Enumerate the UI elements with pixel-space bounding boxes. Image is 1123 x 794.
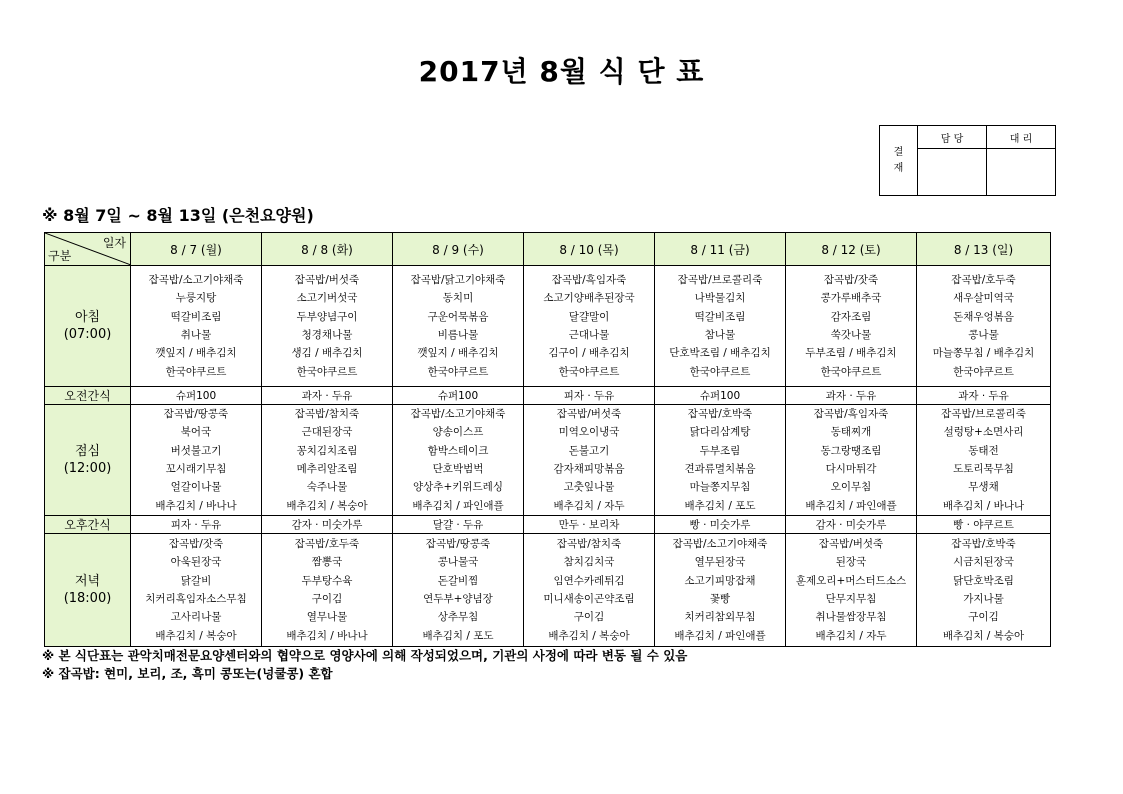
menu-item: 함박스테이크 [427, 444, 489, 457]
menu-item: 잡곡밥/버섯죽 [556, 408, 622, 421]
breakfast-day-cell [393, 266, 524, 387]
menu-item: 한국야쿠르트 [165, 365, 227, 378]
menu-item: 메추리알조림 [296, 463, 358, 475]
menu-item: 깻잎지 / 배추김치 [417, 347, 499, 360]
menu-item: 참치김치국 [563, 556, 615, 569]
menu-item: 마늘쫑무침 / 배추김치 [932, 347, 1035, 360]
menu-item: 잡곡밥/호두죽 [951, 274, 1016, 287]
footnote-1: ※ 본 식단표는 관악치매전문요양센터와의 협약으로 영양사에 의해 작성되었으며, 기관의 사정에 따라 변동 될 수 있음 [42, 648, 688, 663]
dinner-day-cell [262, 534, 393, 647]
menu-item: 가지나물 [963, 593, 1004, 605]
menu-item: 배추김치 / 복숭아 [548, 629, 630, 642]
menu-item: 근대된장국 [301, 426, 353, 439]
pm_snack-day-cell: 빵 · 야쿠르트 [917, 516, 1051, 534]
menu-item: 떡갈비조림 [694, 310, 746, 323]
menu-item: 얼갈이나물 [170, 481, 222, 494]
lunch-day-cell [786, 405, 917, 516]
menu-item: 배추김치 / 자두 [815, 629, 887, 642]
dinner-day-cell [524, 534, 655, 647]
menu-item: 동치미 [442, 292, 474, 305]
menu-item: 단호박범벅 [432, 463, 484, 475]
menu-table [44, 232, 1051, 647]
menu-item: 양상추+키위드레싱 [413, 481, 503, 494]
am_snack-row [45, 387, 1051, 405]
menu-item: 훈제오리+머스터드소스 [795, 574, 907, 587]
lunch-day-cell [131, 405, 262, 516]
breakfast-day-cell [917, 266, 1051, 387]
menu-item: 양송이스프 [432, 426, 484, 439]
corner-cell [45, 233, 131, 266]
menu-item: 참나물 [704, 329, 736, 341]
menu-item: 잡곡밥/참치죽 [556, 538, 622, 551]
breakfast-day-cell [786, 266, 917, 387]
menu-item: 치커리흑임자소스무침 [145, 593, 247, 605]
menu-item: 배추김치 / 복숭아 [286, 499, 368, 512]
dinner-time: (18:00) [63, 591, 112, 606]
approval-box [879, 125, 1056, 196]
menu-item: 배추김치 / 파인애플 [412, 499, 504, 512]
menu-item: 꼬시래기무침 [165, 463, 227, 475]
breakfast-day-cell [524, 266, 655, 387]
menu-item: 근대나물 [568, 329, 610, 341]
lunch-day-cell [393, 405, 524, 516]
breakfast-day-cell [655, 266, 786, 387]
menu-item: 고사리나물 [170, 611, 222, 624]
menu-item: 한국야쿠르트 [558, 365, 620, 378]
menu-item: 북어국 [180, 426, 212, 439]
menu-item: 잡곡밥/참치죽 [294, 408, 360, 421]
menu-item: 배추김치 / 파인애플 [805, 499, 897, 512]
corner-date-label: 일자 [102, 236, 126, 250]
menu-item: 잡곡밥/땅콩죽 [163, 408, 229, 421]
menu-item: 견과류멸치볶음 [684, 463, 756, 475]
dinner-day-cell [655, 534, 786, 647]
menu-item: 청경채나물 [301, 329, 353, 341]
dinner-row [45, 534, 1051, 647]
menu-item: 나박물김치 [694, 292, 746, 305]
am_snack-day-cell: 슈퍼100 [393, 387, 524, 405]
approval-sign-manager [918, 149, 987, 196]
menu-item: 구이김 [311, 593, 343, 605]
menu-item: 돈채우엉볶음 [953, 310, 1014, 323]
menu-item: 구이김 [968, 611, 999, 624]
menu-item: 한국야쿠르트 [953, 365, 1014, 378]
breakfast-row [45, 266, 1051, 387]
breakfast-day-cell [262, 266, 393, 387]
menu-item: 무생채 [968, 481, 999, 494]
menu-item: 잡곡밥/흑임자죽 [813, 408, 889, 421]
dinner-label-cell [45, 534, 131, 647]
breakfast-day-cell [131, 266, 262, 387]
dinner-day-cell [917, 534, 1051, 647]
menu-item: 감자조림 [830, 310, 872, 323]
dinner-day-cell [393, 534, 524, 647]
menu-item: 열무된장국 [694, 556, 746, 569]
menu-item: 두부조림 [699, 444, 741, 457]
breakfast-label-cell [45, 266, 131, 387]
menu-item: 배추김치 / 자두 [553, 499, 625, 512]
day-header: 8 / 7 (월) [131, 233, 262, 266]
lunch-label-cell [45, 405, 131, 516]
lunch-row [45, 405, 1051, 516]
menu-item: 꽁치김치조림 [296, 444, 358, 457]
menu-item: 한국야쿠르트 [689, 365, 751, 378]
menu-item: 구운어묵볶음 [427, 310, 489, 323]
menu-item: 떡갈비조림 [170, 310, 222, 323]
menu-item: 열무나물 [306, 611, 348, 624]
menu-item: 다시마튀각 [825, 463, 877, 475]
menu-item: 감자채피망볶음 [553, 463, 625, 475]
am_snack-day-cell: 과자 · 두유 [786, 387, 917, 405]
pm_snack-day-cell: 만두 · 보리차 [524, 516, 655, 534]
pm_snack-day-cell: 감자 · 미숫가루 [786, 516, 917, 534]
menu-item: 잡곡밥/닭고기야채죽 [410, 274, 506, 287]
menu-item: 달걀말이 [568, 310, 610, 323]
menu-item: 잡곡밥/버섯죽 [818, 538, 884, 551]
menu-item: 도토리묵무침 [953, 463, 1014, 475]
menu-item: 잡곡밥/소고기야채죽 [672, 538, 768, 551]
menu-item: 고춧잎나물 [563, 481, 615, 494]
menu-item: 잡곡밥/호두죽 [294, 538, 360, 551]
day-header: 8 / 12 (토) [786, 233, 917, 266]
week-subtitle: ※ 8월 7일 ~ 8월 13일 (은천요양원) [42, 206, 314, 225]
approval-col-deputy: 대 리 [987, 126, 1056, 149]
menu-item: 짬뽕국 [311, 556, 343, 569]
menu-item: 한국야쿠르트 [820, 365, 882, 378]
menu-item: 닭갈비 [180, 574, 212, 587]
menu-item: 닭단호박조림 [953, 574, 1014, 587]
menu-item: 상추무침 [437, 611, 479, 624]
menu-item: 소고기피망잡채 [684, 574, 756, 587]
menu-item: 콩나물 [968, 329, 999, 341]
menu-item: 잡곡밥/흑임자죽 [551, 274, 627, 287]
menu-item: 취나물 [180, 329, 212, 341]
approval-col-manager: 담 당 [918, 126, 987, 149]
menu-item: 잡곡밥/브로콜리죽 [941, 408, 1026, 421]
footnote-2: ※ 잡곡밥: 현미, 보리, 조, 흑미 콩또는(넝쿨콩) 혼합 [42, 666, 333, 681]
menu-item: 연두부+양념장 [423, 593, 493, 605]
menu-item: 두부조림 / 배추김치 [805, 347, 897, 360]
menu-item: 단호박조림 / 배추김치 [669, 347, 771, 360]
menu-item: 한국야쿠르트 [296, 365, 358, 378]
menu-item: 김구이 / 배추김치 [548, 347, 630, 360]
lunch-label: 점심 [74, 444, 101, 459]
menu-item: 배추김치 / 복숭아 [942, 629, 1025, 642]
menu-item: 잡곡밥/잣죽 [168, 538, 224, 551]
menu-item: 잡곡밥/땅콩죽 [425, 538, 491, 551]
menu-item: 배추김치 / 포도 [684, 499, 756, 512]
menu-item: 배추김치 / 포도 [422, 629, 494, 642]
pm_snack-day-cell: 빵 · 미숫가루 [655, 516, 786, 534]
lunch-time: (12:00) [63, 461, 112, 476]
menu-item: 동그랑땡조림 [820, 444, 882, 457]
menu-item: 소고기버섯국 [296, 292, 358, 305]
day-header: 8 / 13 (일) [917, 233, 1051, 266]
menu-item: 잡곡밥/잣죽 [823, 274, 879, 287]
menu-item: 미니새송이곤약조림 [543, 593, 635, 605]
menu-item: 배추김치 / 파인애플 [674, 629, 766, 642]
menu-item: 아욱된장국 [170, 556, 222, 569]
menu-item: 비름나물 [437, 329, 479, 341]
menu-item: 배추김치 / 바나나 [155, 499, 237, 512]
menu-item: 돈갈비찜 [437, 574, 479, 587]
menu-item: 된장국 [835, 556, 867, 569]
am_snack-day-cell: 슈퍼100 [131, 387, 262, 405]
menu-item: 돈불고기 [568, 444, 610, 457]
pm_snack-row [45, 516, 1051, 534]
menu-item: 소고기양배추된장국 [543, 292, 635, 305]
menu-item: 숙주나물 [306, 481, 348, 494]
approval-sign-deputy [987, 149, 1056, 196]
menu-item: 잡곡밥/호박죽 [687, 408, 753, 421]
menu-item: 두부탕수육 [301, 574, 353, 587]
am_snack-day-cell: 과자 · 두유 [917, 387, 1051, 405]
corner-category-label: 구분 [48, 249, 72, 263]
menu-item: 취나물쌈장무침 [815, 611, 887, 624]
menu-item: 잡곡밥/버섯죽 [294, 274, 360, 287]
menu-item: 쑥갓나물 [830, 329, 872, 341]
menu-item: 설렁탕+소면사리 [943, 426, 1024, 439]
dinner-label: 저녁 [74, 574, 101, 589]
day-header: 8 / 9 (수) [393, 233, 524, 266]
page-title: 2017년 8월 식 단 표 [418, 55, 705, 88]
menu-item: 잡곡밥/호박죽 [951, 538, 1016, 551]
menu-item: 임연수카레튀김 [553, 574, 625, 587]
lunch-day-cell [524, 405, 655, 516]
menu-item: 두부양념구이 [296, 310, 358, 323]
menu-item: 닭다리삼계탕 [689, 426, 751, 439]
menu-item: 버섯불고기 [170, 444, 222, 457]
menu-item: 동태찌개 [830, 426, 872, 439]
menu-item: 구이김 [573, 611, 605, 624]
menu-item: 미역오이냉국 [558, 426, 620, 439]
day-header: 8 / 10 (목) [524, 233, 655, 266]
menu-item: 잡곡밥/소고기야채죽 [410, 408, 506, 421]
am_snack-day-cell: 과자 · 두유 [262, 387, 393, 405]
day-header: 8 / 8 (화) [262, 233, 393, 266]
menu-item: 마늘쫑지무침 [689, 481, 751, 494]
menu-item: 배추김치 / 복숭아 [155, 629, 237, 642]
am_snack-day-cell: 슈퍼100 [655, 387, 786, 405]
am_snack-day-cell: 피자 · 두유 [524, 387, 655, 405]
menu-item: 꽃빵 [709, 593, 731, 605]
breakfast-label: 아침 [74, 310, 101, 325]
menu-item: 생김 / 배추김치 [291, 347, 363, 360]
menu-item: 한국야쿠르트 [427, 365, 489, 378]
menu-item: 단무지무침 [825, 593, 877, 605]
lunch-day-cell [655, 405, 786, 516]
menu-item: 새우살미역국 [953, 292, 1014, 305]
menu-item: 치커리참외무침 [684, 611, 756, 624]
am_snack-label: 오전간식 [45, 387, 131, 405]
approval-label: 결 재 [880, 126, 918, 196]
menu-item: 콩나물국 [437, 556, 479, 569]
menu-item: 누룽지탕 [175, 292, 217, 305]
lunch-day-cell [262, 405, 393, 516]
pm_snack-day-cell: 감자 · 미숫가루 [262, 516, 393, 534]
menu-item: 잡곡밥/소고기야채죽 [148, 274, 244, 287]
dinner-day-cell [786, 534, 917, 647]
breakfast-time: (07:00) [63, 327, 112, 342]
lunch-day-cell [917, 405, 1051, 516]
pm_snack-day-cell: 달걀 · 두유 [393, 516, 524, 534]
menu-item: 배추김치 / 바나나 [942, 499, 1025, 512]
menu-item: 시금치된장국 [953, 556, 1014, 569]
menu-item: 깻잎지 / 배추김치 [155, 347, 237, 360]
menu-item: 배추김치 / 바나나 [286, 629, 368, 642]
menu-item: 콩가루배추국 [820, 292, 882, 305]
menu-item: 잡곡밥/브로콜리죽 [677, 274, 763, 287]
pm_snack-label: 오후간식 [45, 516, 131, 534]
pm_snack-day-cell: 피자 · 두유 [131, 516, 262, 534]
menu-item: 동태전 [968, 444, 999, 457]
menu-item: 오이무침 [830, 481, 872, 494]
day-header: 8 / 11 (금) [655, 233, 786, 266]
dinner-day-cell [131, 534, 262, 647]
